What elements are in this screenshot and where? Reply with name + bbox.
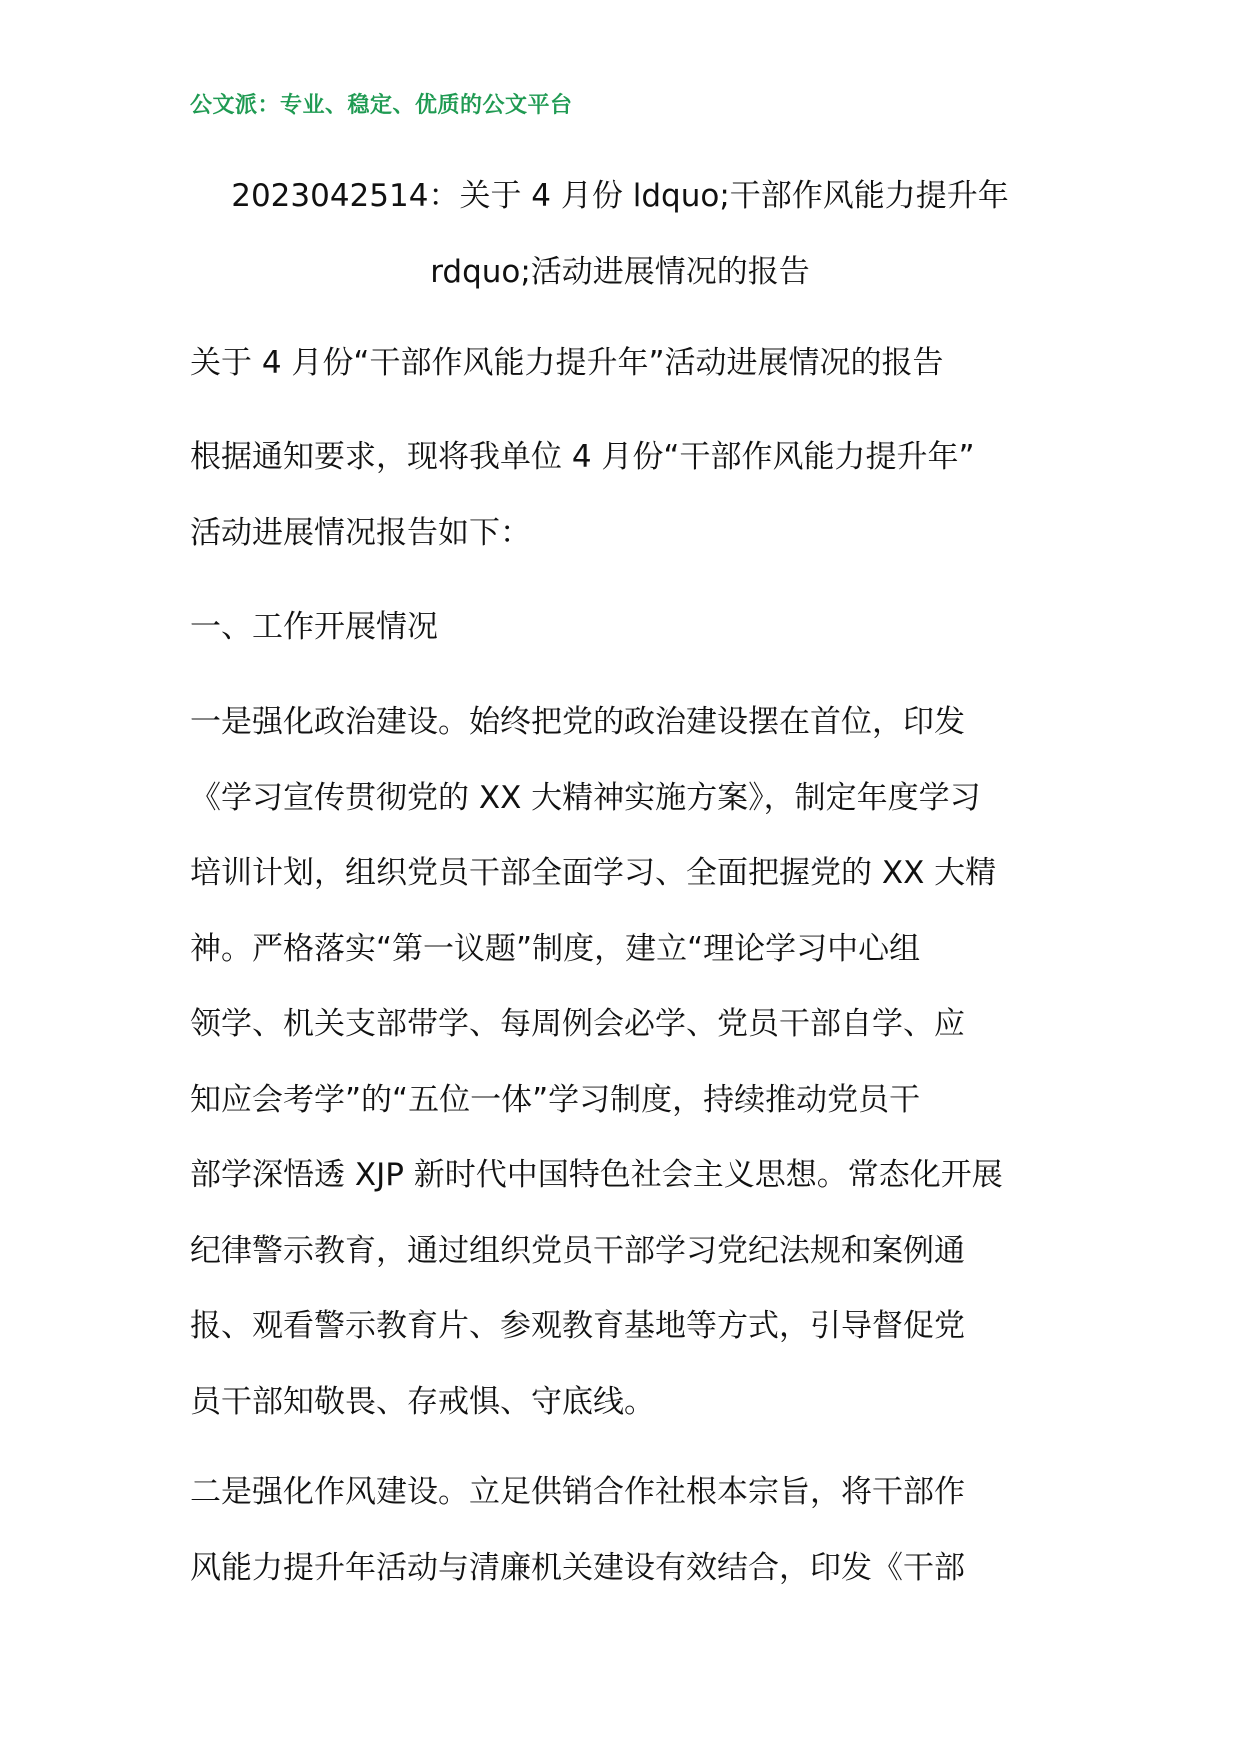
text-line: 部学深悟透 XJP 新时代中国特色社会主义思想。常态化开展 [190, 1157, 1003, 1193]
report-subtitle: 关于 4 月份“干部作风能力提升年”活动进展情况的报告 [190, 345, 944, 381]
text-line: 《学习宣传贯彻党的 XX 大精神实施方案》，制定年度学习 [190, 779, 981, 816]
platform-header: 公文派：专业、稳定、优质的公文平台 [190, 93, 573, 118]
document-title [190, 158, 1050, 310]
text-line: 领学、机关支部带学、每周例会必学、党员干部自学、应 [190, 1006, 965, 1042]
text-line: 培训计划，组织党员干部全面学习、全面把握党的 XX 大精 [190, 855, 997, 891]
paragraph-style-building [190, 1455, 1060, 1606]
text-line: 员干部知敬畏、存戒惧、守底线。 [190, 1383, 655, 1420]
text-line: 神。严格落实“第一议题”制度，建立“理论学习中心组 [190, 930, 921, 967]
text-line: 纪律警示教育，通过组织党员干部学习党纪法规和案例通 [190, 1232, 965, 1269]
text-line: 知应会考学”的“五位一体”学习制度，持续推动党员干 [190, 1081, 921, 1118]
text-line: 一是强化政治建设。始终把党的政治建设摆在首位，印发 [190, 704, 965, 740]
text-line: 风能力提升年活动与清廉机关建设有效结合，印发《干部 [190, 1549, 965, 1586]
text-line: 二是强化作风建设。立足供销合作社根本宗旨，将干部作 [190, 1474, 965, 1510]
title-line-1: 2023042514：关于 4 月份 ldquo;干部作风能力提升年 [231, 178, 1009, 214]
text-line: 活动进展情况报告如下： [190, 514, 531, 551]
text-line: 根据通知要求，现将我单位 4 月份“干部作风能力提升年” [190, 439, 975, 475]
title-line-2: rdquo;活动进展情况的报告 [430, 254, 810, 290]
section-heading-1: 一、工作开展情况 [190, 609, 438, 645]
text-line: 报、观看警示教育片、参观教育基地等方式，引导督促党 [190, 1308, 965, 1344]
intro-paragraph [190, 420, 1060, 571]
paragraph-political-building [190, 685, 1060, 1440]
